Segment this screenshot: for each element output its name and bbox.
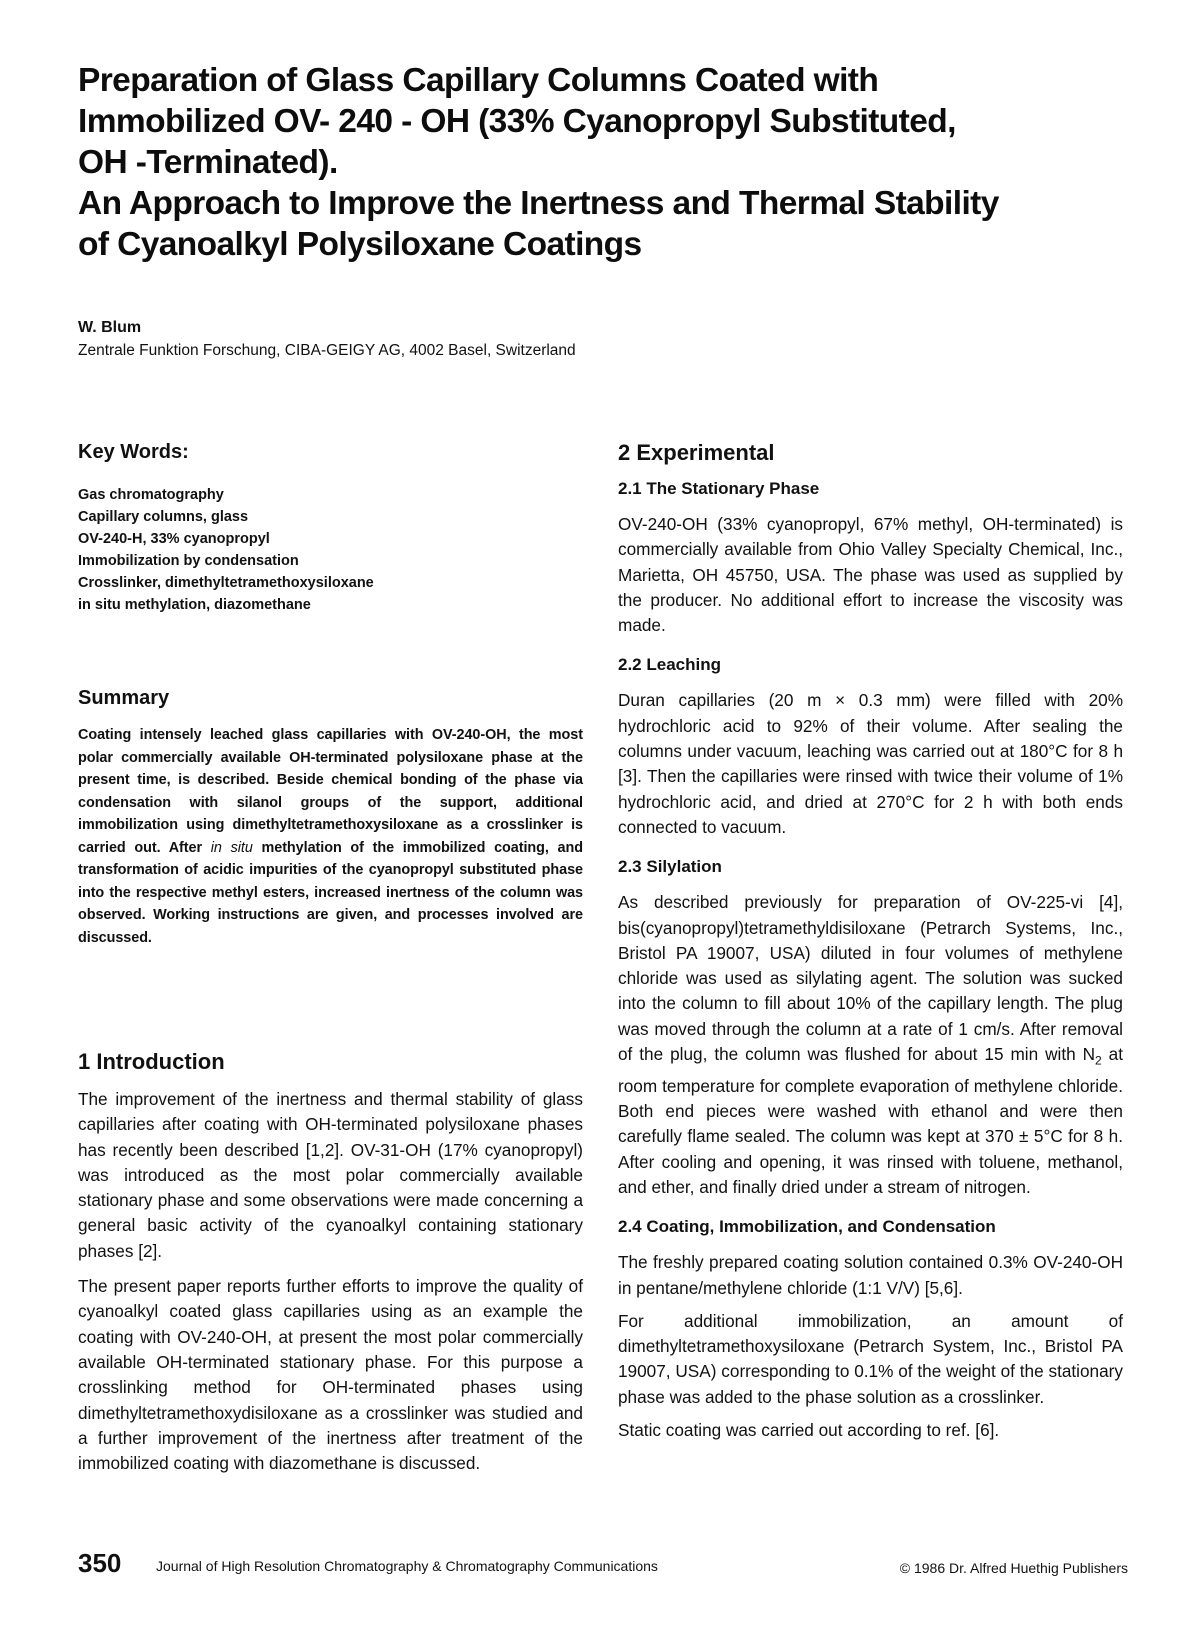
experimental-heading: 2 Experimental	[618, 440, 775, 465]
summary-part: Coating intensely leached glass capillaries with OV-240-OH, the most polar commercially available OH-terminated polysiloxane phase at the present time, is described. Beside chemical bonding of the phase via condensation with silanol groups of the support, additional immobilization using dimethyltetramethoxysiloxane as a crosslinker is carried out. After	[78, 727, 583, 856]
paragraph-part: at room temperature for complete evaporation of methylene chloride. Both end pieces were washed with ethanol and were then carefully flame sealed. The column was kept at 370 ± 5°C for 8 h. After cooling and opening, it was rinsed with toluene, methanol, and ether, and finally dried under a stream of nitrogen.	[618, 1044, 1124, 1197]
keyword-item: OV-240-H, 33% cyanopropyl	[78, 531, 270, 547]
summary-italic: in situ	[210, 839, 253, 856]
title-line: An Approach to Improve the Inertness and Thermal Stability	[78, 185, 999, 222]
title-line: Immobilized OV- 240 - OH (33% Cyanopropyl Substituted,	[78, 103, 956, 140]
keyword-item: Immobilization by condensation	[78, 553, 299, 569]
summary-part: methylation of the immobilized coating, and transformation of acidic impurities of the cyanopropyl substituted phase into the respective methyl esters, increased inertness of the column was observed. Working instructions are given, and processes involved are discussed.	[78, 839, 583, 946]
keywords-heading: Key Words:	[78, 441, 189, 463]
paragraph-part: As described previously for preparation of OV-225-vi [4], bis(cyanopropyl)tetramethyldisiloxane (Petrarch Systems, Inc., Bristol PA 19007, USA) diluted in four volumes of methylene chloride was used as silylating agent. The solution was sucked into the column to fill about 10% of the capillary length. The plug was moved through the column at a rate of 1 cm/s. After removal of the plug, the column was flushed for about 15 min with N	[618, 892, 1123, 1065]
page-number: 350	[78, 1548, 122, 1578]
summary-heading: Summary	[78, 687, 170, 709]
section-paragraph: Static coating was carried out according to ref. [6].	[618, 1420, 1000, 1441]
keyword-item: Gas chromatography	[78, 487, 224, 503]
keyword-item: in situ methylation, diazomethane	[78, 597, 311, 613]
copyright-notice: © 1986 Dr. Alfred Huethig Publishers	[899, 1560, 1128, 1576]
left-column	[78, 440, 583, 1476]
introduction-paragraph: The present paper reports further efforts to improve the quality of cyanoalkyl coated glass capillaries using as an example the coating with OV-240-OH, at present the most polar commercially available OH-terminated stationary phase. For this purpose a crosslinking method for OH-terminated phases using dimethyltetramethoxydisiloxane as a crosslinker was studied and a further improvement of the inertness after treatment of the immobilized coating with diazomethane is discussed.	[78, 1276, 583, 1474]
section-paragraph: The freshly prepared coating solution contained 0.3% OV-240-OH in pentane/methylene chloride (1:1 V/V) [5,6].	[618, 1252, 1123, 1298]
introduction-heading: 1 Introduction	[78, 1049, 225, 1074]
right-column	[618, 440, 1123, 1443]
subsection-heading: 2.2 Leaching	[618, 655, 721, 675]
subsection-heading: 2.4 Coating, Immobilization, and Condensation	[618, 1217, 996, 1237]
author-name: W. Blum	[78, 319, 142, 336]
subsection-heading: 2.3 Silylation	[618, 857, 722, 877]
section-paragraph: For additional immobilization, an amount of dimethyltetramethoxysiloxane (Petrarch System, Inc., Bristol PA 19007, USA) corresponding to 0.1% of the weight of the stationary phase was added to the phase solution as a crosslinker.	[618, 1310, 1123, 1407]
title-line: Preparation of Glass Capillary Columns Coated with	[78, 62, 879, 99]
paper-title	[78, 60, 1138, 265]
keywords-list	[78, 484, 583, 616]
title-line: of Cyanoalkyl Polysiloxane Coatings	[78, 226, 642, 263]
section-paragraph	[618, 890, 1123, 1200]
section-paragraph: OV-240-OH (33% cyanopropyl, 67% methyl, OH-terminated) is commercially available from Ohio Valley Specialty Chemical, Inc., Marietta, OH 45750, USA. The phase was used as supplied by the producer. No additional effort to increase the viscosity was made.	[618, 514, 1123, 636]
section-paragraph: Duran capillaries (20 m × 0.3 mm) were filled with 20% hydrochloric acid to 92% of their volume. After sealing the columns under vacuum, leaching was carried out at 180°C for 8 h [3]. Then the capillaries were rinsed with twice their volume of 1% hydrochloric acid, and dried at 270°C for 2 h with both ends connected to vacuum.	[618, 690, 1123, 837]
subsection-heading: 2.1 The Stationary Phase	[618, 479, 820, 498]
summary-text	[78, 724, 583, 949]
author-affiliation: Zentrale Funktion Forschung, CIBA-GEIGY AG, 4002 Basel, Switzerland	[78, 342, 576, 359]
keyword-item: Capillary columns, glass	[78, 509, 249, 525]
title-line: OH -Terminated).	[78, 144, 338, 181]
subscript: 2	[1095, 1053, 1102, 1068]
introduction-paragraph: The improvement of the inertness and thermal stability of glass capillaries after coating with OH-terminated polysiloxane phases has recently been described [1,2]. OV-31-OH (17% cyanopropyl) was introduced as the most polar commercially available stationary phase and some observations were made concerning a general basic activity of the cyanoalkyl containing stationary phases [2].	[78, 1089, 583, 1261]
journal-name: Journal of High Resolution Chromatography & Chromatography Communications	[156, 1558, 658, 1574]
keyword-item: Crosslinker, dimethyltetramethoxysiloxane	[78, 575, 374, 591]
